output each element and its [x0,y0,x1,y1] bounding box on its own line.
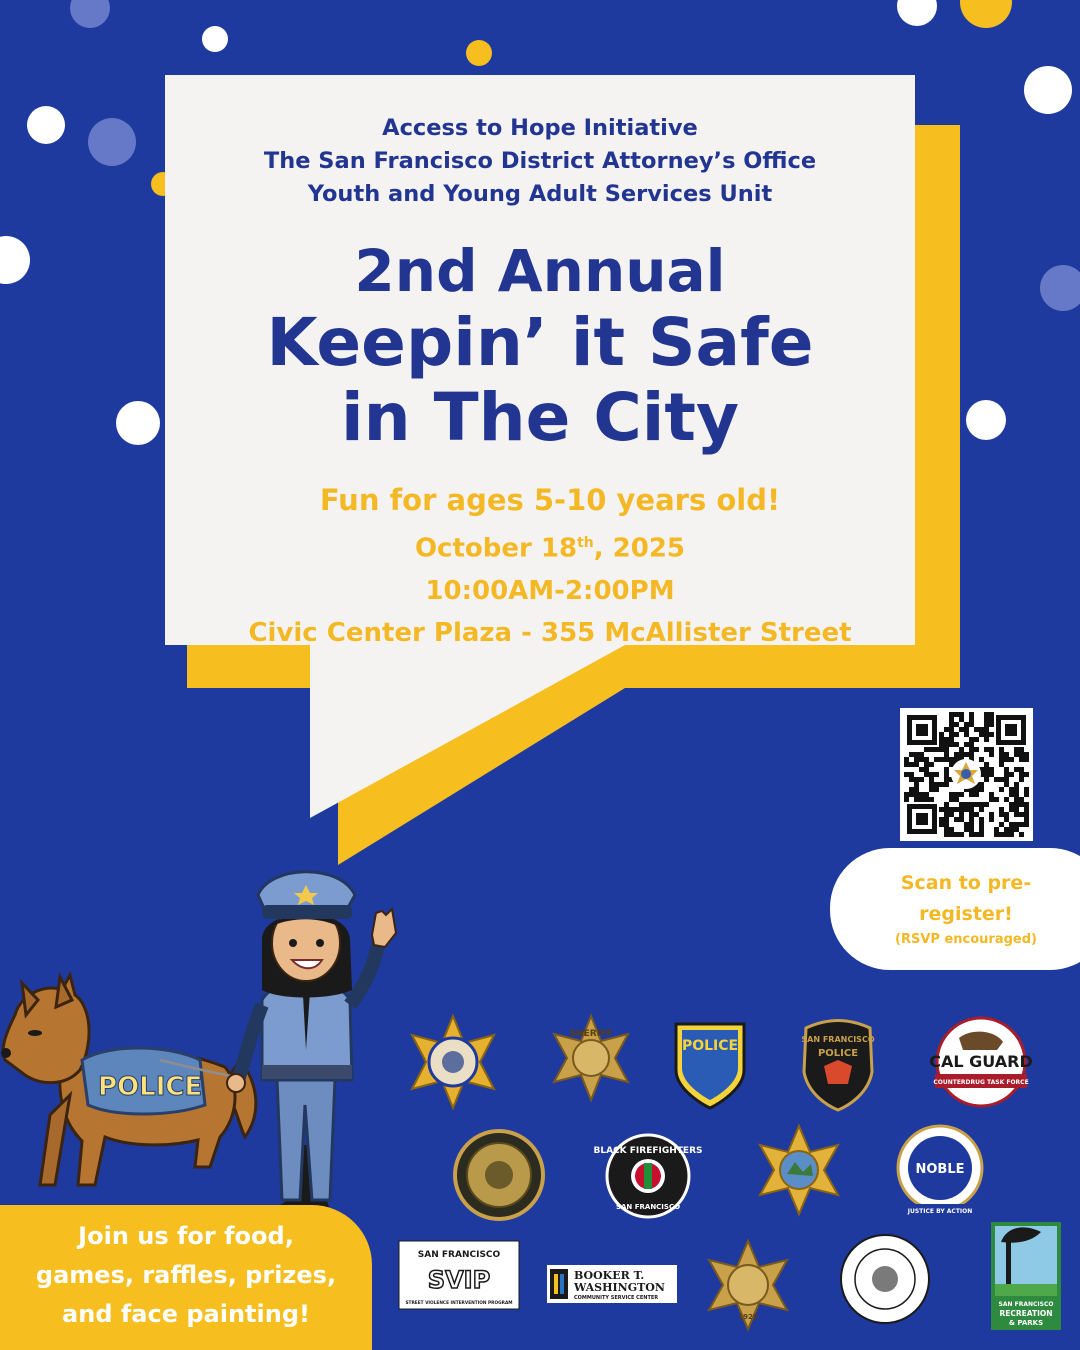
event-venue: Civic Center Plaza - 355 McAllister Street [248,617,852,648]
police-officer-and-dog-illustration [0,855,420,1225]
rec-line-2: RECREATION [999,1309,1053,1318]
svip-logo [399,1241,519,1309]
office-name: The San Francisco District Attorney’s Office [263,148,817,174]
svip-letters: SVIP [427,1266,491,1294]
adult-probation-badge [760,1126,838,1214]
title-line-1: 2nd Annual [354,237,726,305]
sheriff-badge [554,1016,628,1100]
bart-police-patch [676,1024,744,1108]
event-time: 10:00AM-2:00PM [425,575,675,606]
chp-year: 1929 [738,1313,758,1321]
noble-motto: JUSTICE BY ACTION [907,1208,973,1215]
black-firefighters-label: BLACK FIREFIGHTERS [593,1146,703,1156]
bart-police-label: POLICE [681,1038,739,1054]
svip-top-label: SAN FRANCISCO [417,1250,501,1260]
register-text [850,868,1080,950]
juvenile-probation-seal [841,1235,929,1323]
officer-illustration [227,872,396,1210]
partner-logos [395,1010,1075,1345]
sfpd-patch [801,1021,874,1111]
black-firefighters-bottom: SAN FRANCISCO [615,1203,681,1211]
event-title [165,238,915,454]
sheriff-label: SHERIFF [569,1029,613,1039]
activities-line-1: Join us for food, [78,1222,294,1250]
unit-name: Youth and Young Adult Services Unit [307,181,773,207]
black-firefighters-logo [594,1135,703,1217]
sfpd-top-label: SAN FRANCISCO [801,1035,875,1044]
age-range: Fun for ages 5-10 years old! [319,483,781,517]
booker-t-washington-logo [547,1265,677,1303]
dog-vest-label: POLICE [98,1072,203,1102]
sfpd-label: POLICE [817,1048,859,1059]
date-suffix: th [577,535,594,551]
date-year: , 2025 [593,533,686,564]
rec-and-parks-logo [991,1222,1061,1330]
cal-guard-logo [929,1018,1033,1106]
title-line-2: Keepin’ it Safe [266,304,814,381]
activities-line-2: games, raffles, prizes, [35,1261,337,1289]
chp-badge [709,1241,787,1329]
rsvp-note: (RSVP encouraged) [895,932,1037,947]
organizer-heading [165,112,915,211]
activities-line-3: and face painting! [62,1300,310,1328]
register-line-1: Scan to pre- [900,872,1032,894]
rec-line-1: SAN FRANCISCO [998,1301,1054,1308]
booker-line-1: BOOKER T. [574,1269,645,1282]
date-day: October 18 [414,533,578,564]
event-date [150,522,950,570]
cal-guard-label: CAL GUARD [929,1052,1033,1071]
district-attorney-badge [412,1016,494,1108]
booker-line-3: COMMUNITY SERVICE CENTER [574,1295,659,1301]
noble-seal [898,1126,982,1216]
title-line-3: in The City [341,379,739,456]
noble-label: NOBLE [915,1162,965,1177]
svip-bottom-label: STREET VIOLENCE INTERVENTION PROGRAM [405,1301,513,1306]
rec-line-3: & PARKS [1008,1319,1044,1327]
activities-text [4,1217,368,1334]
city-seal [455,1131,543,1219]
register-line-2: register! [919,903,1013,925]
dog-illustration [1,975,256,1185]
booker-line-2: WASHINGTON [574,1281,665,1294]
event-details [150,478,950,654]
cal-guard-ribbon: COUNTERDRUG TASK FORCE [933,1079,1029,1086]
registration-qr-code[interactable] [900,708,1033,841]
initiative-name: Access to Hope Initiative [382,115,698,141]
